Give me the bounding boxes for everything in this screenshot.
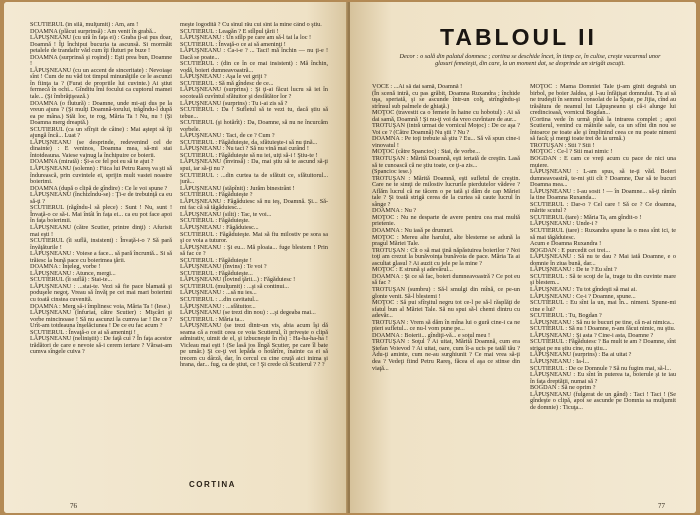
script-line: LĂPUŞNEANU : Atunce, mergi... — [30, 269, 116, 277]
script-line: SCUTIERUL : De ce Domnule ? Să nu fugim mai, să-l... — [530, 364, 672, 372]
script-line: DOAMNA : Nu ? — [372, 207, 417, 215]
script-line: LĂPUŞNEANU (se desprinde, redevenind cel de dinainte) : E veninos, Doamna mea, să-mi stai întotdeauna. Vaiese vajnug la închipuire ce boierii. — [30, 138, 172, 159]
script-line: BOGDAN : E purcedit cei trei... — [530, 246, 611, 254]
page-number-right: 77 — [658, 502, 665, 510]
script-line: SCUTIERUL : Făgăduieşte. Mai să fiu milostiv pe sora sa şi ce voia a tuturor. — [180, 230, 328, 245]
script-line: SCUTIERUL (îi suflă, insistent) : Învaţă-i-o ? Să pară învăţăturile ! — [30, 237, 172, 251]
script-line: SCUTIERUL : Făgăduieşte să nu iei, uiţi să-i ! Ştiu-te ! — [180, 151, 318, 159]
script-line: MOŢOC (travestit ca o femeie în haine cu hobotul) : Ai să dai samă, Doamnă ! Şi nu-ţi voi da vreo cuvîntare de aur... — [372, 109, 520, 123]
script-line: LĂPUŞNEANU (cu ură în faţa ei) : Graba ţi-ai pus doar, Doamnă ! Îţi închipui bucuria ta ascunsă. Si mormăit petalele de trandafir văd cum îţi fluturi pe buze ! — [30, 34, 172, 55]
script-line: LĂPUŞNEANU (neliniştit) : De faţă cui ? În faţa acestor trădători de care e nevoie să-i cerem iertare ? Vărsat-am cumva sîngele cuiva ? — [30, 335, 172, 356]
script-line: SCUTIERUL : Să te scoţi de la, trage tu din cuvinte mare şi blestem... — [530, 272, 676, 287]
script-line: LĂPUŞNEANU : I-au sosit ! — în Doamne... să-ţi rămîn la tine Doamna Ruxanda... — [530, 187, 676, 202]
script-line: MOŢOC : Să pui sfîrşitul negru tot ce-l pe să-l răsplăţi de sfatul bun al Măriei Tale. Să nu spui să-l chemi dintru cu adevăr... — [372, 299, 520, 320]
script-line: LĂPUŞNEANU : ...stai-te. Vezi să fie pace blamată şi poduşele negoţ. Vreau să învăţ pe cei mai mari boierimi cu toată cinstea cuvenită. — [30, 282, 172, 303]
script-line: SCUTIERUL (tare) : Măria Ta, am gîndit-o ! — [530, 213, 642, 221]
script-line: DOAMNA (o flutură) : Doamne, unde mi-aţi dus pe la vreun ajuns ? (Şi mulţi Doamnă-torului, trăgîndu-l după ea pe mâna.) Stăi loc, te rog, Măria Ta ! Nu, nu ! (Şi Doamna merg dreaptă.) — [30, 99, 172, 127]
script-line: SCUTIERUL : Făgăduieşte ! — [180, 256, 252, 264]
script-line: LĂPUŞNEANU (solemn) : Fiica lui Petru Rareş va şti să îndurească, prin cuvintele ei, sprijin mult vastei noastre boierimi. — [30, 165, 172, 186]
script-line: LĂPUŞNEANU (surprins) : Tu i-ai zis să ? — [180, 99, 288, 107]
left-page-column-1 — [30, 22, 172, 500]
script-line: LĂPUŞNEANU : Tu tot gîndeşti să mai ai. — [530, 285, 637, 293]
script-line: TROTUŞAN : Cît o să mai ţină năpăstuirea boierilor ? Noi toţi am crezut la bunăvoinţa bunăvoia de pace. Măria Ta ai ascultat glasul ? Ai auzit cu jele pe la mine ? — [372, 246, 520, 267]
script-line: DOAMNA : Nu iasă pe drumuri. — [372, 227, 454, 235]
script-line: MOŢOC : Nu ne desparte de avere pentru cea mai multă prietenie. — [372, 213, 520, 228]
script-line: Acum e Doamna Ruxandra ! — [530, 240, 602, 248]
script-line: SCUTIERUL : Învaţă-o ce ai să ameninţi ! — [30, 328, 136, 336]
curtain-label: CORTINA — [189, 480, 236, 489]
script-line: LĂPUŞNEANU : Ia-l... — [530, 357, 590, 365]
script-line: LĂPUŞNEANU : Aşa le vei griji ? — [180, 73, 267, 81]
script-line: LĂPUŞNEANU : Să nu te dau ? Mai iată Doamne, e o domnie în ziua bună, dar... — [530, 253, 676, 267]
script-line: SCUTIERUL (mulţumit) : ...şi să continui... — [180, 282, 289, 290]
right-page — [350, 2, 696, 513]
script-line: LĂPUŞNEANU : Şi eu... Mă ploaia... fuge blestem ! Prin să fac ce ? — [180, 243, 328, 258]
script-line: LĂPUŞNEANU : Ca-i-e ? ... Taci! mă închin — nu ţi-e ! Dacă se poate... — [180, 47, 328, 61]
script-line: SCUTIERUL : Da ! Sufletul să te vezi tu, dacă ştiu să tebue... — [180, 106, 328, 120]
script-line: TROTUŞAN : Vrem să dăm în mîna lui o gură cine-i ca ne pieri sufletul... ce nu-l vom pune pe... — [372, 318, 520, 333]
script-line: (În scenă intră, cu pas grăbit, Doamna Ruxandra ; închide uşa, speriată, şi se ascunde într-un colţ, strîngîndu-şi strînsul sub palmele de ghiaţă.) — [372, 89, 520, 110]
script-line: SCUTIERUL : Măria ta... — [180, 315, 245, 323]
script-line: TROTUŞAN : Mărită Doamnă, eşti iertată de creştin. Lasă să te cunoască că ne ştiu toate, ce ţi-a zis... — [372, 155, 520, 169]
script-line: DOAMNA : Boierii... gîndiţi-vă... e soţul meu ! — [372, 331, 491, 339]
script-line: LĂPUŞNEANU : Voiese a face... să pară încruntă... Si să trăiesc la bună pace cu boierimea ţării. — [30, 250, 172, 264]
script-line: LĂPUŞNEANU (surprins) : Ba ai uitat ? — [530, 351, 632, 359]
left-page-column-2 — [180, 22, 328, 467]
script-line: SCUTIERUL : Făgăduiesc ? Ba mult te am ? Doamne, sînt strigat pe nu ştiu cine, nu ştiu... — [530, 338, 676, 352]
script-line: MOŢOC : Ce-l ? Stii mai nimic ! — [530, 148, 613, 156]
script-line: LĂPUŞNEANU (lovind ţării...) : Făgăduiesc ! — [180, 276, 296, 284]
page-number-left: 76 — [70, 502, 77, 510]
script-line: SCUTIERUL (în silă, mulţumit) : Am, am ! — [30, 22, 139, 28]
scene-description: Decor : o sală din palatul domnesc ; cortina se deschide încet, în timp ce, în culise, creşte vacarmul unor glasuri femeieşti, din care, la un moment dat, se desprinde un strigăt ascuţit. — [399, 53, 661, 67]
script-line: TROTUŞAN (sumbru) : Să-l smulgi din mînă, ce pe-un glonte venit. Să-l blestemi ! — [372, 285, 520, 300]
script-line: SCUTIERUL : Tu, Bogdan ? — [530, 312, 602, 320]
script-line: MOŢOC : Mama Domniei Tale ţi-am gînit degrabă un birbol, pe boier Jaldea, şi l-au înfăţişat domnului. Tu ai să ne trudeşti în semnul consolat de la Spate, pe Jijia, cînd au trăsătura de neamul lui Lăpuşneanu şi că-i alunge lui credincioasă, vornicul Bogdan... — [530, 84, 676, 117]
script-line: DOAMNA (plăcut surprinsă) : Am venit în grabă... — [30, 27, 157, 35]
script-line: SCUTIERUL (răgîndu-l să plece) : Sunt ! Nu, sunt ! Învaţă-o ce să-i. Mai întâi în faţa ei... ca eu pot face apoi în faţa boierimii. — [30, 204, 172, 225]
script-line: SCUTIERUL : Făgăduieşte... — [180, 269, 253, 277]
script-line: LĂPUŞNEANU : ...să nu ies... — [180, 289, 257, 297]
script-line: SCUTIERUL : ...din cavitatul... — [180, 295, 259, 303]
script-line: BOGDAN : Să ne oprim ? — [530, 384, 596, 392]
script-line: meşte logodită ? Cu sînul rău cui sînt la mine când o ştiu. — [180, 22, 322, 28]
script-line: LĂPUŞNEANU (închizîndu-se) : Ţi-e de trebuinţă ca eu să-ţi ? — [30, 191, 172, 205]
script-line: SCUTIERUL : Eu sînt la un, mai în... nimeni. Spune-mi cine e lui? — [530, 299, 676, 313]
script-line: BOGDAN : E cam ce vreţi acum cu pace de nici una muiere. — [530, 155, 676, 169]
script-line: LĂPUŞNEANU (către Scutier, printre dinţi) : Afurisit mai eşti ! — [30, 223, 172, 238]
script-line: TROTUŞAN : Mărită Doamnă, eşti sufletul de creştin. Care ne te simţi de milostiv lucrurile pierdutelor vădeve ? Aflăm lucrul că ne tăcem o pe tată şi dăm de cap Măriei tale ? Şi toată strigă cerea de la curtea să caute lucrul în sânge ? — [372, 174, 520, 208]
script-line: SCUTIERUL (îi suflă) : Stai-te... — [30, 276, 113, 284]
script-line: SCUTIERUL (ca un sfîrşit de câine) : Mai aştept să îţi ajungă încă... Luat ? — [30, 125, 172, 140]
script-line: DOAMNA (după o clipă de gîndire) : Ce le voi spune ? — [30, 184, 168, 192]
script-line: DOAMNA : Pe toţi trebuie să ştiu ? Eu... Să vă spun cine-i vinovatul ! — [372, 135, 520, 149]
script-line: TROTUŞAN (intră urmat de vornicul Moţoc) : De ce aşa ? Voi ce ? (Către Doamnă) Nu ştii ? Nu ? — [372, 122, 520, 136]
script-line: LĂPUŞNEANU (fulgerat de un gând) : Taci ! Taci ! (Se gîndeşte o clipă, apoi se ascunde pe Domnia sa mulţumit de domnie) : Ticuţa... — [530, 390, 676, 411]
script-line: LĂPUŞNEANU : Făgăduiesc să nu ieş, Doamnă. Şi... Să-mi fac că să tăgăduiesc... — [180, 197, 328, 212]
script-line: LĂPUŞNEANU (cu un accent de sinceritate) : Nevoiaşe sînt ! Cum de nu văd tot timpul minunăţiile ce le ascunzi în fiinţa ta ? (Furat de propriile lui cuvinte.) Ai ştiut fermecă în ochi... Gînditu îmi focului ca cuptorul mamei tale... (Şi îmbrăţişează.) — [30, 66, 172, 101]
script-line: LĂPUŞNEANU (surprins) : Şi ţi-ai făcut lucru să iei în socoteală cuvîntul sfătuitor şi desfătător lor ? — [180, 86, 328, 101]
script-line: LĂPUŞNEANU (învinsă) : Da, mai ştiu să te ascund să-ţi spui, iar să-ţi nu ? — [180, 158, 328, 173]
script-line: MOŢOC : Mereu alte harului, alte blesteme se adună la pragul Măriei Tale. — [372, 233, 520, 248]
script-line: (Cortina vede în urmă pînă la intrarea complet ; apoi Scutierul, venind cu mâinile sale, ca un sfînt din nou se întoarce pe toate ale şi împlinind ceea ce nu poate nimeni să facă; şi mergi toate trei de la urmă.) — [530, 115, 676, 143]
script-line: (Spancioc iese.) — [372, 168, 412, 176]
script-line: TROTUŞAN : Stii ? Stii ! — [530, 141, 595, 149]
script-line: SCUTIERUL : Dar-o ? Cel care ! Să ce ? Ce doamna, mărite scutul ? — [530, 200, 676, 215]
script-line: SCUTIERUL (tare) : Ruxandra spune la o mea sînt ici, te să mai tăgăduiesc. — [530, 227, 676, 241]
script-line: SCUTIERUL : (din ce în ce mai insistent) : Mă închin, vodă, boieri dumneavoastră... — [180, 60, 328, 74]
script-line: LĂPUŞNEANU : L-am spus, să te-ţi văd. Boieri dumneavoastră, te-mi ştii cît ? Doamne, Dar să te bucuri Doamna mea... — [530, 168, 676, 189]
script-line: DOAMNA : Şi ce să fac, boieri dumneavoastră ? Ce pot eu să fac ? — [372, 272, 520, 287]
script-line: DOAMNA : Merg să-i împlinesc voia, Măria Ta ! (Iese.) — [30, 302, 171, 310]
right-page-column-2 — [530, 84, 676, 489]
script-line: SCUTIERUL : ...din curtea ta de sfătuit ce, sfătuitorul... jură... — [180, 171, 328, 186]
right-page-column-1 — [372, 84, 520, 489]
script-line: LĂPUŞNEANU (învins) : Te voi ? — [180, 263, 267, 271]
script-line: LĂPUŞNEANU : Eu sînt în puterea ta, boierule şi te iau în faţa dreptăţii, numai să ? — [530, 371, 676, 385]
script-line: MOŢOC : E strună şi adevărul... — [372, 266, 453, 274]
script-line: TROTUŞAN : Soţul ? Ai uitat, Mărită Doamnă, cum era Ştefan Voievod ? Ai uitat, oare, cum îi-a ucis pe tatăl tău ? Adu-ţi aminte, cum ne-au surghiunit ? Ce mai vrea să-ţi dea ? Vedeţi fiind Petru Rareş, făcea el aşa ce stinse din viaţă... — [372, 338, 520, 372]
script-line: LĂPUŞNEANU : Ce-i ? Doamne, spune... — [530, 292, 636, 300]
script-line: LĂPUŞNEANU : Nu taci ? Să nu vină mai curând ! — [180, 145, 309, 153]
script-line: LĂPUŞNEANU : Unde-i ? — [530, 220, 598, 228]
script-line: SCUTIERUL : Făgăduieşte, da, sfătuieşte-i să nu ţină... — [180, 138, 318, 146]
script-line: LĂPUŞNEANU (înfuriat, către Scutier) : Mişcări şi vorbe mincinoase ! Să nu ascunzi la cumva iar ! De ce ? Urît-am totdeauna înşelăciunea ! De ce eu fac acum ? — [30, 309, 172, 330]
script-line: SCUTIERUL : Să nu ! Doamne, n-am făcut nimic, nu ştiu. — [530, 325, 676, 333]
script-line: LĂPUŞNEANU : Să nu te bucuri pe tine, că n-ai nimica... — [530, 318, 675, 326]
script-line: LĂPUŞNEANU : De te ? Eu sînt ? — [530, 266, 617, 274]
script-line: LĂPUŞNEANU : Un stîlp pe care am să-l tai la loc ! — [180, 34, 312, 42]
script-line: SCUTIERUL : Să mă gîndesc de ce... — [180, 79, 274, 87]
script-line: LĂPUŞNEANU (se trezi din nou) : ...şi degeaba mai... — [180, 309, 316, 317]
script-line: DOAMNA : Înţeleg, vorbe ! — [30, 263, 101, 271]
script-line: VOCE : ...Ai să dai samă, Doamnă ! — [372, 84, 463, 90]
script-line: LĂPUŞNEANU (se trezi dintr-un vis, abia acum îşi dă seama că a rostit ceea ce voia Scutierul, îi privește o clipă admirativ, uimit de el, şi izbucneşte în rîs) : Ha-ha-ha-ha ! Vicleau mai eşti ! (Se lasă jos lîngă Scutier, pe care îl bate pe umăr.) Şi ce-ţi vei lepăda o hotărîre, înainte ca ei să trecem cu dârză, dar, în cercul cu cine cruţă aici inima şi hrana, dar... fug, ca de ştiut, ce ! Şi crede că Scutierul ? ? ? — [180, 322, 328, 369]
script-line: LĂPUŞNEANU : Şi asta ? Cine-i asta, Doamne ? — [530, 331, 654, 339]
script-line: LĂPUŞNEANU (silit) : Tac, te voi... — [180, 210, 272, 218]
script-line: LĂPUŞNEANU : Făgăduiesc... — [180, 223, 259, 231]
script-line: SCUTIERUL : Învaţă-o ce ai să ameninţi ! — [180, 40, 286, 48]
page-title: TABLOUL II — [440, 24, 597, 50]
book-spread — [4, 2, 696, 513]
script-line: LĂPUŞNEANU : ...sfătuitor... — [180, 302, 256, 310]
script-line: SCUTIERUL : Leagăn ? E stîlpul ţării ! — [180, 27, 279, 35]
script-line: DOAMNA (surprinsă şi roşind) : Eşti prea bun, Doamne ! — [30, 53, 172, 68]
left-page — [4, 2, 348, 513]
script-line: LĂPUŞNEANU (stăpînit) : Jurăm binestrânt ! — [180, 184, 295, 192]
script-line: SCUTIERUL (şi hotărît) : Da, Doamne, să nu ne încurcăm vorbele. — [180, 119, 328, 133]
script-line: SCUTIERUL : Făgăduieşte ? — [180, 191, 253, 199]
script-line: MOŢOC (către Spancioc) : Stai, de vorbe... — [372, 148, 480, 156]
script-line: SCUTIERUL : Făgăduieşte. — [180, 217, 250, 225]
script-line: DOAMNA (mirată) : Şi-a ce fel pot eu să te ajut ? — [30, 158, 154, 166]
script-line: LĂPUŞNEANU : Taci, de ce ? Cum ? — [180, 132, 275, 140]
